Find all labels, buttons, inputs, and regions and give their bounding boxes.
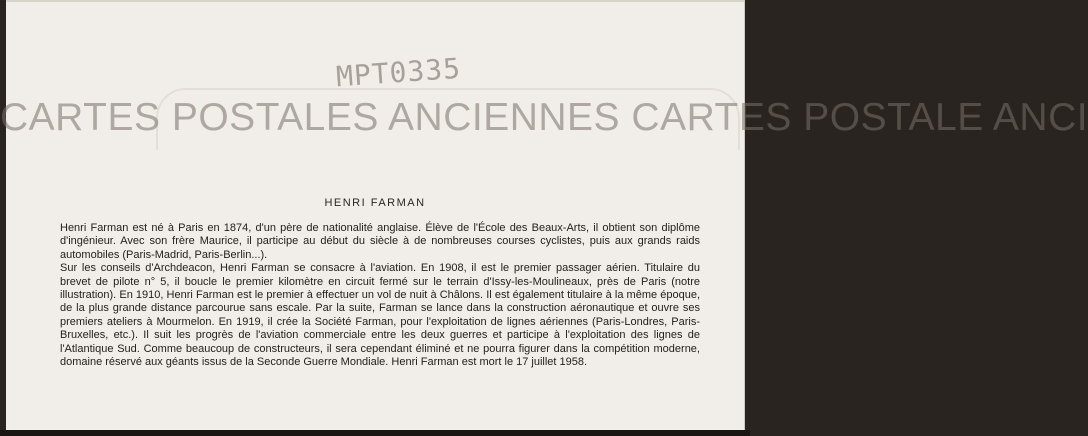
watermark: CARTES POSTALES ANCIENNES CARTES POSTALE ANCI — [0, 96, 1088, 139]
paragraph-1: Henri Farman est né à Paris en 1874, d'un père de nationalité anglaise. Élève de l'École des Beaux-Arts, il obtient son diplôme d'ingénieur. Avec son frère Maurice, il participe au début du siècle à de nombreuses courses cyclistes, puis aux grands raids automobiles (Paris-Madrid, Paris-Berlin...). — [60, 222, 700, 261]
bottom-shadow — [0, 430, 750, 436]
article-title: HENRI FARMAN — [324, 197, 426, 209]
paragraph-2: Sur les conseils d'Archdeacon, Henri Farman se consacre à l'aviation. En 1908, il est le premier passager aérien. Titulaire du brevet de pilote n° 5, il boucle le premier kilomètre en circuit fermé sur le terrain d'Issy-les-Moulineaux, près de Paris (notre illustration). En 1910, Henri Farman est le premier à effectuer un vol de nuit à Châlons. Il est également titulaire à la même époque, de la plus grande distance parcourue sans escale. Par la suite, Farman se lance dans la construction aéronautique et ouvre ses premiers ateliers à Mourmelon. En 1919, il crée la Société Farman, pour l'exploitation de lignes aériennes (Paris-Londres, Paris-Bruxelles, etc.). Il suit les progrès de l'aviation commerciale entre les deux guerres et participe à l'exploitation des lignes de l'Atlantique Sud. Comme beaucoup de constructeurs, il sera cependant éliminé et ne pourra figurer dans la compétition moderne, domaine réservé aux géants issus de la Seconde Guerre Mondiale. Henri Farman est mort le 17 juillet 1958. — [60, 262, 700, 369]
flap-shadow — [6, 0, 744, 2]
article-body — [60, 222, 700, 369]
handwritten-code: MPT0335 — [335, 51, 463, 94]
envelope-back — [6, 0, 745, 430]
